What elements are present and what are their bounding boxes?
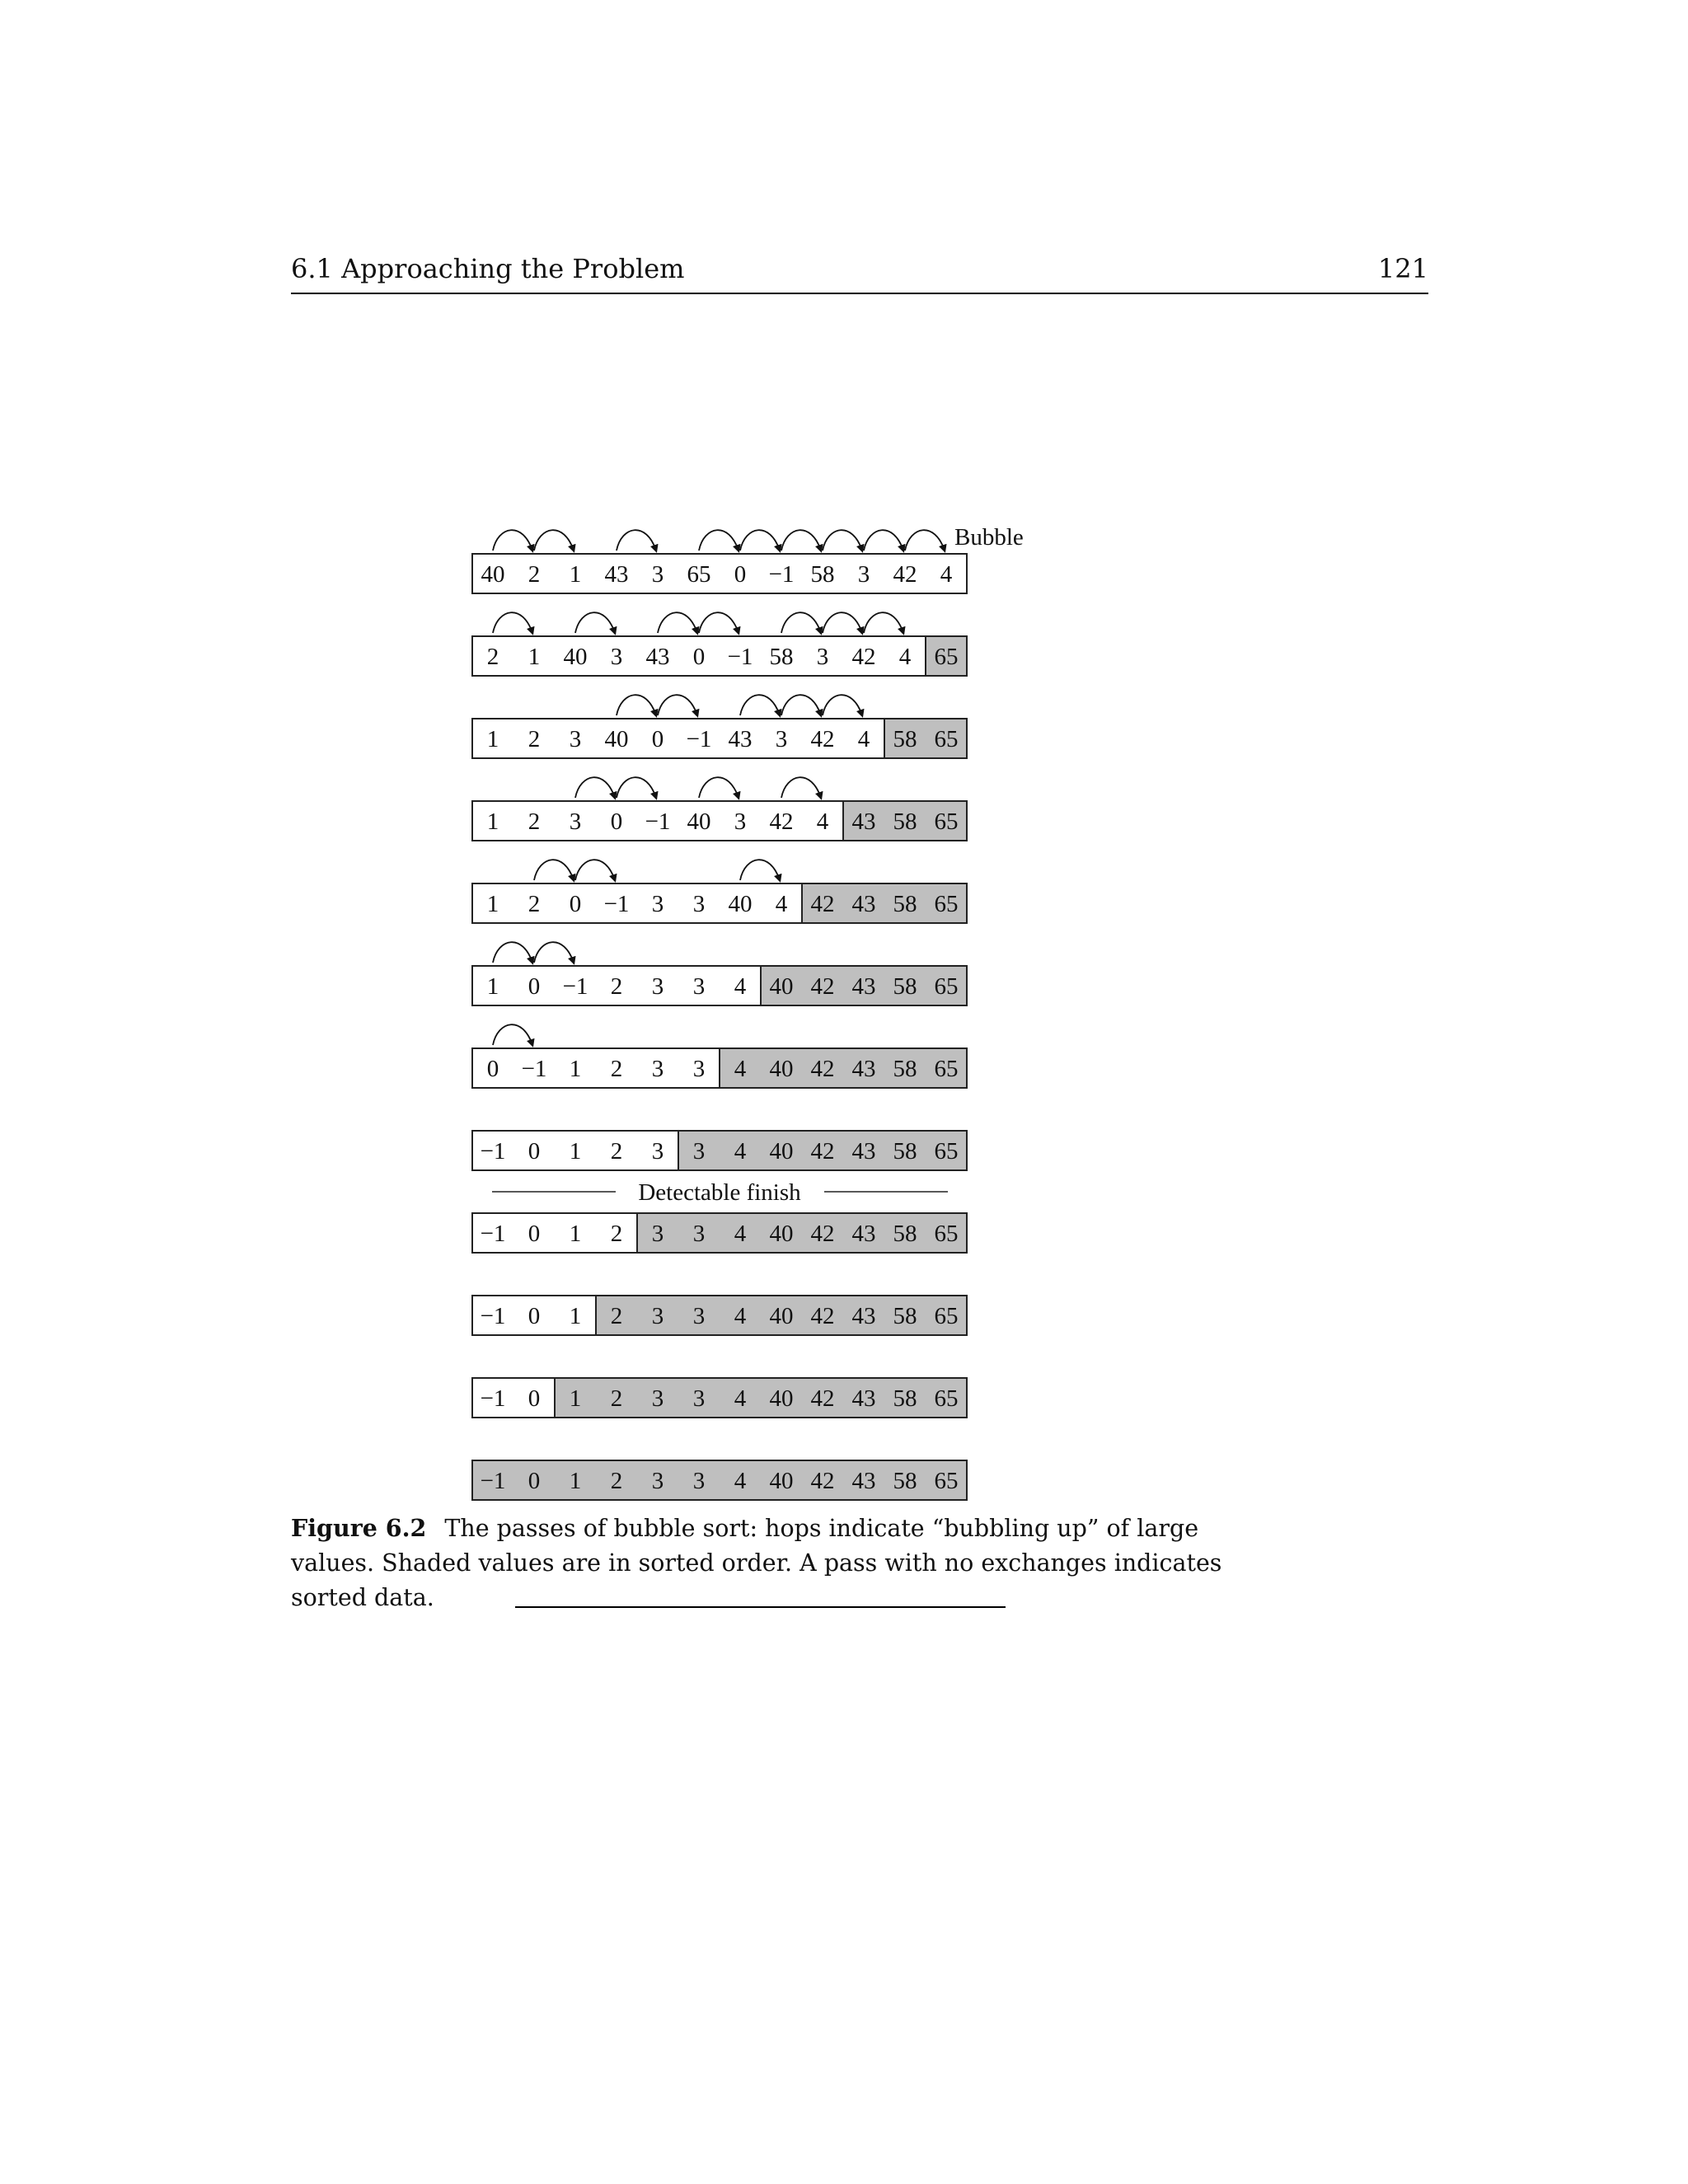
cell-value: 58 (893, 1468, 917, 1494)
cell-value: 40 (563, 644, 588, 670)
cell-value: 4 (734, 973, 747, 1000)
cell-value: 4 (734, 1303, 747, 1329)
pass-row (472, 1296, 967, 1335)
cell-value: 4 (857, 726, 870, 752)
cell-value: −1 (727, 644, 753, 670)
cell-value: 1 (486, 891, 499, 917)
hop-arrow (905, 530, 945, 551)
cell-value: 40 (769, 1385, 794, 1412)
cell-value: 42 (810, 1303, 835, 1329)
hop-arrow (575, 860, 615, 880)
cell-value: 42 (810, 891, 835, 917)
cell-value: 58 (893, 1303, 917, 1329)
cell-value: 3 (692, 973, 706, 1000)
hop-arrow (534, 860, 574, 880)
cell-value: 0 (528, 1303, 541, 1329)
cell-value: 3 (651, 891, 664, 917)
cell-value: 42 (810, 1056, 835, 1082)
cell-value: 3 (651, 1221, 664, 1247)
cell-value: 43 (604, 561, 629, 588)
cell-value: 1 (486, 726, 499, 752)
cell-value: 1 (569, 1468, 582, 1494)
cell-value: 3 (651, 1385, 664, 1412)
cell-value: 4 (734, 1138, 747, 1165)
finish-label: Detectable finish (638, 1179, 801, 1206)
cell-value: 58 (893, 726, 917, 752)
hop-arrow (575, 612, 615, 633)
cell-value: 58 (893, 1056, 917, 1082)
cell-value: 65 (934, 891, 959, 917)
cell-value: 65 (934, 1221, 959, 1247)
cell-value: 58 (810, 561, 835, 588)
cell-value: −1 (768, 561, 795, 588)
cell-value: 1 (569, 1138, 582, 1165)
cell-value: 43 (851, 808, 876, 835)
pass-row (472, 1460, 967, 1500)
cell-value: 1 (569, 1056, 582, 1082)
cell-value: 3 (692, 891, 706, 917)
cell-value: 43 (851, 1138, 876, 1165)
cell-value: 4 (775, 891, 788, 917)
sorted-region (720, 1048, 967, 1088)
cell-value: 58 (893, 973, 917, 1000)
cell-value: 3 (692, 1056, 706, 1082)
hop-arrow (699, 530, 738, 551)
hop-arrow (781, 695, 821, 715)
cell-value: 43 (645, 644, 670, 670)
cell-value: 40 (687, 808, 711, 835)
cell-value: 65 (934, 1056, 959, 1082)
cell-value: 2 (528, 561, 541, 588)
hop-arrow (575, 777, 615, 798)
hop-arrow (617, 530, 656, 551)
cell-value: 40 (728, 891, 753, 917)
cell-value: 3 (651, 1468, 664, 1494)
cell-value: 1 (569, 561, 582, 588)
cell-value: −1 (480, 1138, 506, 1165)
cell-value: 3 (692, 1138, 706, 1165)
cell-value: −1 (645, 808, 671, 835)
cell-value: 3 (692, 1385, 706, 1412)
cell-value: 0 (734, 561, 747, 588)
cell-value: 43 (851, 1056, 876, 1082)
cell-value: 58 (893, 1221, 917, 1247)
hop-arrow (864, 612, 903, 633)
hop-arrow (534, 530, 574, 551)
caption-text: The passes of bubble sort: hops indicate “bubbling up” of large values. Shaded values are in sorted order. A pass with no exchanges indicates sorted data. (291, 1515, 1222, 1611)
hop-arrow (617, 777, 656, 798)
hop-arrow (658, 612, 697, 633)
cell-value: 4 (734, 1468, 747, 1494)
cell-value: 40 (769, 1056, 794, 1082)
cell-value: 58 (893, 1138, 917, 1165)
cell-value: 43 (851, 891, 876, 917)
cell-value: 65 (934, 973, 959, 1000)
cell-value: 3 (734, 808, 747, 835)
cell-value: −1 (686, 726, 712, 752)
cell-value: 40 (769, 1221, 794, 1247)
pass-row (472, 1024, 967, 1088)
cell-value: 0 (692, 644, 706, 670)
cell-value: 3 (569, 808, 582, 835)
hop-arrow (781, 612, 821, 633)
cell-value: 3 (692, 1303, 706, 1329)
cell-value: −1 (562, 973, 588, 1000)
cell-value: −1 (480, 1221, 506, 1247)
cell-value: 3 (692, 1221, 706, 1247)
cell-value: 42 (810, 726, 835, 752)
cell-value: 1 (569, 1221, 582, 1247)
cell-value: 2 (486, 644, 499, 670)
cell-value: 58 (893, 808, 917, 835)
cell-value: 40 (769, 1138, 794, 1165)
cell-value: 43 (728, 726, 753, 752)
cell-value: 40 (769, 1303, 794, 1329)
cell-value: 43 (851, 973, 876, 1000)
cell-value: 4 (940, 561, 953, 588)
cell-value: 65 (687, 561, 711, 588)
cell-value: 43 (851, 1221, 876, 1247)
cell-value: 40 (769, 973, 794, 1000)
cell-value: 0 (528, 1385, 541, 1412)
bubble-label: Bubble (954, 524, 1024, 551)
cell-value: −1 (480, 1468, 506, 1494)
cell-value: 2 (610, 1303, 623, 1329)
cell-value: 3 (651, 973, 664, 1000)
cell-value: 2 (528, 808, 541, 835)
cell-value: 65 (934, 1468, 959, 1494)
cell-value: 0 (528, 1221, 541, 1247)
cell-value: 3 (651, 1056, 664, 1082)
cell-value: 0 (569, 891, 582, 917)
cell-value: 3 (651, 1138, 664, 1165)
cell-value: 2 (528, 891, 541, 917)
caption-label: Figure 6.2 (291, 1514, 427, 1542)
hop-arrow (699, 777, 738, 798)
cell-value: 43 (851, 1385, 876, 1412)
cell-value: 42 (810, 1385, 835, 1412)
cell-value: 3 (692, 1468, 706, 1494)
cell-value: 65 (934, 1385, 959, 1412)
hop-arrow (534, 942, 574, 963)
cell-value: 1 (569, 1303, 582, 1329)
cell-value: 1 (486, 808, 499, 835)
hop-arrow (823, 695, 862, 715)
hop-arrow (617, 695, 656, 715)
hop-arrow (493, 1024, 532, 1045)
cell-value: 1 (569, 1385, 582, 1412)
cell-value: 42 (893, 561, 917, 588)
cell-value: 3 (651, 1303, 664, 1329)
pass-row (472, 1131, 967, 1170)
cell-value: 3 (775, 726, 788, 752)
hop-arrow (823, 612, 862, 633)
cell-value: 58 (893, 1385, 917, 1412)
hop-arrow (493, 942, 532, 963)
pass-row (472, 695, 967, 758)
pass-row (472, 1213, 967, 1253)
cell-value: −1 (521, 1056, 547, 1082)
cell-value: 58 (769, 644, 794, 670)
cell-value: 1 (486, 973, 499, 1000)
cell-value: 2 (610, 1385, 623, 1412)
cell-value: 58 (893, 891, 917, 917)
cell-value: 2 (610, 1056, 623, 1082)
cell-value: 0 (486, 1056, 499, 1082)
pass-row (472, 612, 967, 676)
cell-value: 65 (934, 1138, 959, 1165)
cell-value: 43 (851, 1468, 876, 1494)
hop-arrow (740, 860, 780, 880)
figure-caption (291, 1511, 1243, 1615)
cell-value: 3 (651, 561, 664, 588)
cell-value: 42 (851, 644, 876, 670)
cell-value: 4 (816, 808, 829, 835)
cell-value: −1 (603, 891, 630, 917)
hop-arrow (699, 612, 738, 633)
cell-value: 3 (816, 644, 829, 670)
pass-row (472, 777, 967, 841)
hop-arrow (740, 695, 780, 715)
hop-arrow (740, 530, 780, 551)
cell-value: 0 (528, 1138, 541, 1165)
cell-value: 4 (898, 644, 912, 670)
cell-value: 4 (734, 1221, 747, 1247)
cell-value: 40 (769, 1468, 794, 1494)
hop-arrow (823, 530, 862, 551)
cell-value: 42 (810, 1138, 835, 1165)
cell-value: −1 (480, 1385, 506, 1412)
cell-value: 3 (610, 644, 623, 670)
cell-value: 65 (934, 1303, 959, 1329)
cell-value: 3 (569, 726, 582, 752)
cell-value: 42 (810, 1221, 835, 1247)
cell-value: 0 (610, 808, 623, 835)
cell-value: 0 (528, 973, 541, 1000)
cell-value: 42 (810, 973, 835, 1000)
cell-value: 65 (934, 726, 959, 752)
pass-row (472, 942, 967, 1005)
pass-row (472, 1378, 967, 1418)
page-number: 121 (1377, 253, 1428, 284)
detectable-finish-divider (492, 1179, 948, 1206)
hop-arrow (493, 530, 532, 551)
cell-value: 42 (810, 1468, 835, 1494)
cell-value: 40 (604, 726, 629, 752)
pass-row (472, 530, 967, 593)
hop-arrow (781, 530, 821, 551)
hop-arrow (493, 612, 532, 633)
hop-arrow (658, 695, 697, 715)
cell-value: 3 (857, 561, 870, 588)
cell-value: 2 (528, 726, 541, 752)
hop-arrow (781, 777, 821, 798)
cell-value: 1 (528, 644, 541, 670)
cell-value: 2 (610, 1221, 623, 1247)
cell-value: 2 (610, 1468, 623, 1494)
cell-value: 0 (651, 726, 664, 752)
pass-box (472, 636, 967, 676)
cell-value: −1 (480, 1303, 506, 1329)
sorted-region (637, 1213, 967, 1253)
cell-value: 2 (610, 973, 623, 1000)
hop-arrow (864, 530, 903, 551)
cell-value: 43 (851, 1303, 876, 1329)
section-title: 6.1 Approaching the Problem (291, 253, 685, 284)
cell-value: 65 (934, 808, 959, 835)
bottom-rule (515, 1606, 1006, 1608)
cell-value: 4 (734, 1385, 747, 1412)
cell-value: 4 (734, 1056, 747, 1082)
pass-row (472, 860, 967, 923)
cell-value: 0 (528, 1468, 541, 1494)
cell-value: 65 (934, 644, 959, 670)
cell-value: 42 (769, 808, 794, 835)
cell-value: 2 (610, 1138, 623, 1165)
cell-value: 40 (481, 561, 505, 588)
